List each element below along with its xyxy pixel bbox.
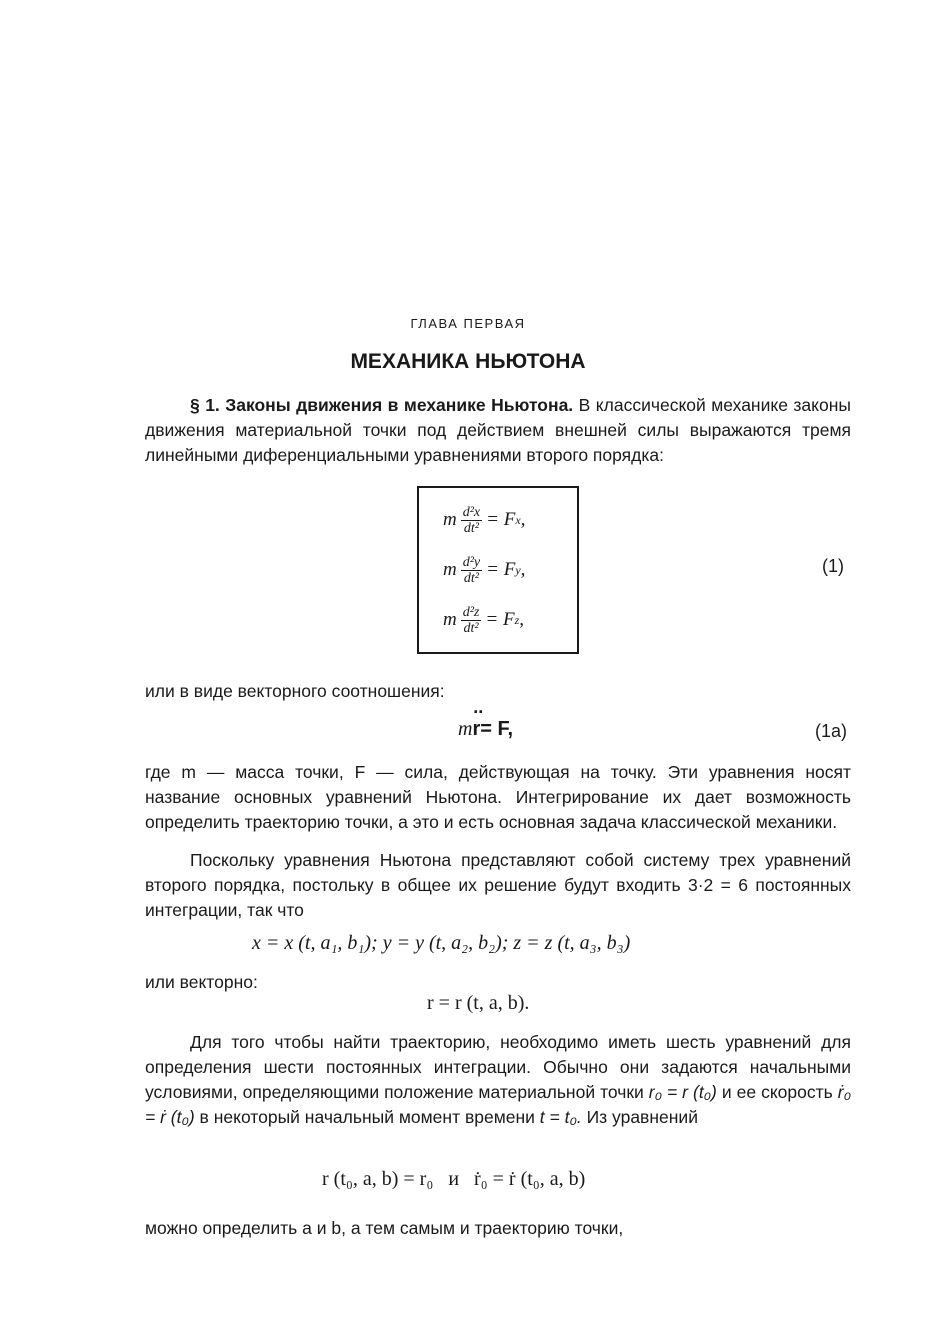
initial-time: t = t₀.	[539, 1107, 582, 1127]
paragraph-where: где m — масса точки, F — сила, действующая на точку. Эти уравнения носят название основных уравнений Ньютона. Интегрирование их дает возможность определить траекторию точки, а это и есть основная задача классической механики.	[145, 762, 851, 832]
equations-box	[417, 486, 579, 654]
equation-number-1a: (1а)	[815, 721, 848, 741]
vector-formula: r = r (t, a, b).	[427, 992, 530, 1014]
equation-1a: m·· r= F,	[458, 718, 513, 741]
equation-row-z: m $\frac{\text{d²z}}{\text{dt²}}$ = F z ,	[443, 604, 524, 636]
equation-row-y: m $\frac{\text{d²y}}{\text{dt²}}$ = F y ,	[443, 554, 526, 586]
initial-position: r₀ = r (t₀)	[648, 1082, 717, 1102]
chapter-title: МЕХАНИКА НЬЮТОНА	[350, 350, 586, 373]
section-intro: В классической механике законы движения материальной точки под действием внешней силы выражаются тремя линейными диференциальными уравнениями второго порядка:	[145, 395, 851, 465]
chapter-label: ГЛАВА ПЕРВАЯ	[410, 316, 526, 331]
initial-conditions-formula: r (t₀, a, b) = r₀ и ṙ₀ = ṙ (t₀, a, b)	[322, 1168, 586, 1190]
initial-velocity: ṙ₀ = ṙ (t₀)	[145, 1082, 851, 1127]
vector-label: или векторно:	[145, 972, 258, 992]
paragraph-trajectory: Для того чтобы найти траекторию, необходимо иметь шесть уравнений для определения шести постоянных интеграции. Обычно они задаются начальными условиями, определяющими положение материальной точки r₀ = r (t₀) и ее скорость ṙ₀ = ṙ (t₀) в некоторый начальный момент времени t = t₀. Из уравнений	[145, 1032, 851, 1127]
section-paragraph	[145, 393, 851, 468]
equation-number-1: (1)	[822, 556, 844, 576]
vector-intro: или в виде векторного соотношения:	[145, 681, 445, 701]
equation-row-x: m $\frac{\text{d²x}}{\text{dt²}}$ = F x ,	[443, 504, 526, 536]
paragraph-since: Поскольку уравнения Ньютона представляют собой систему трех уравнений второго порядка, постольку в общее их решение будут входить 3·2 = 6 постоянных интеграции, так что	[145, 850, 851, 920]
section-heading: § 1. Законы движения в механике Ньютона.	[190, 395, 574, 415]
last-line: можно определить a и b, а тем самым и траекторию точки,	[145, 1218, 624, 1238]
solutions-formula: x = x (t, a₁, b₁); y = y (t, a₂, b₂); z = z (t, a₃, b₃)	[252, 932, 631, 954]
